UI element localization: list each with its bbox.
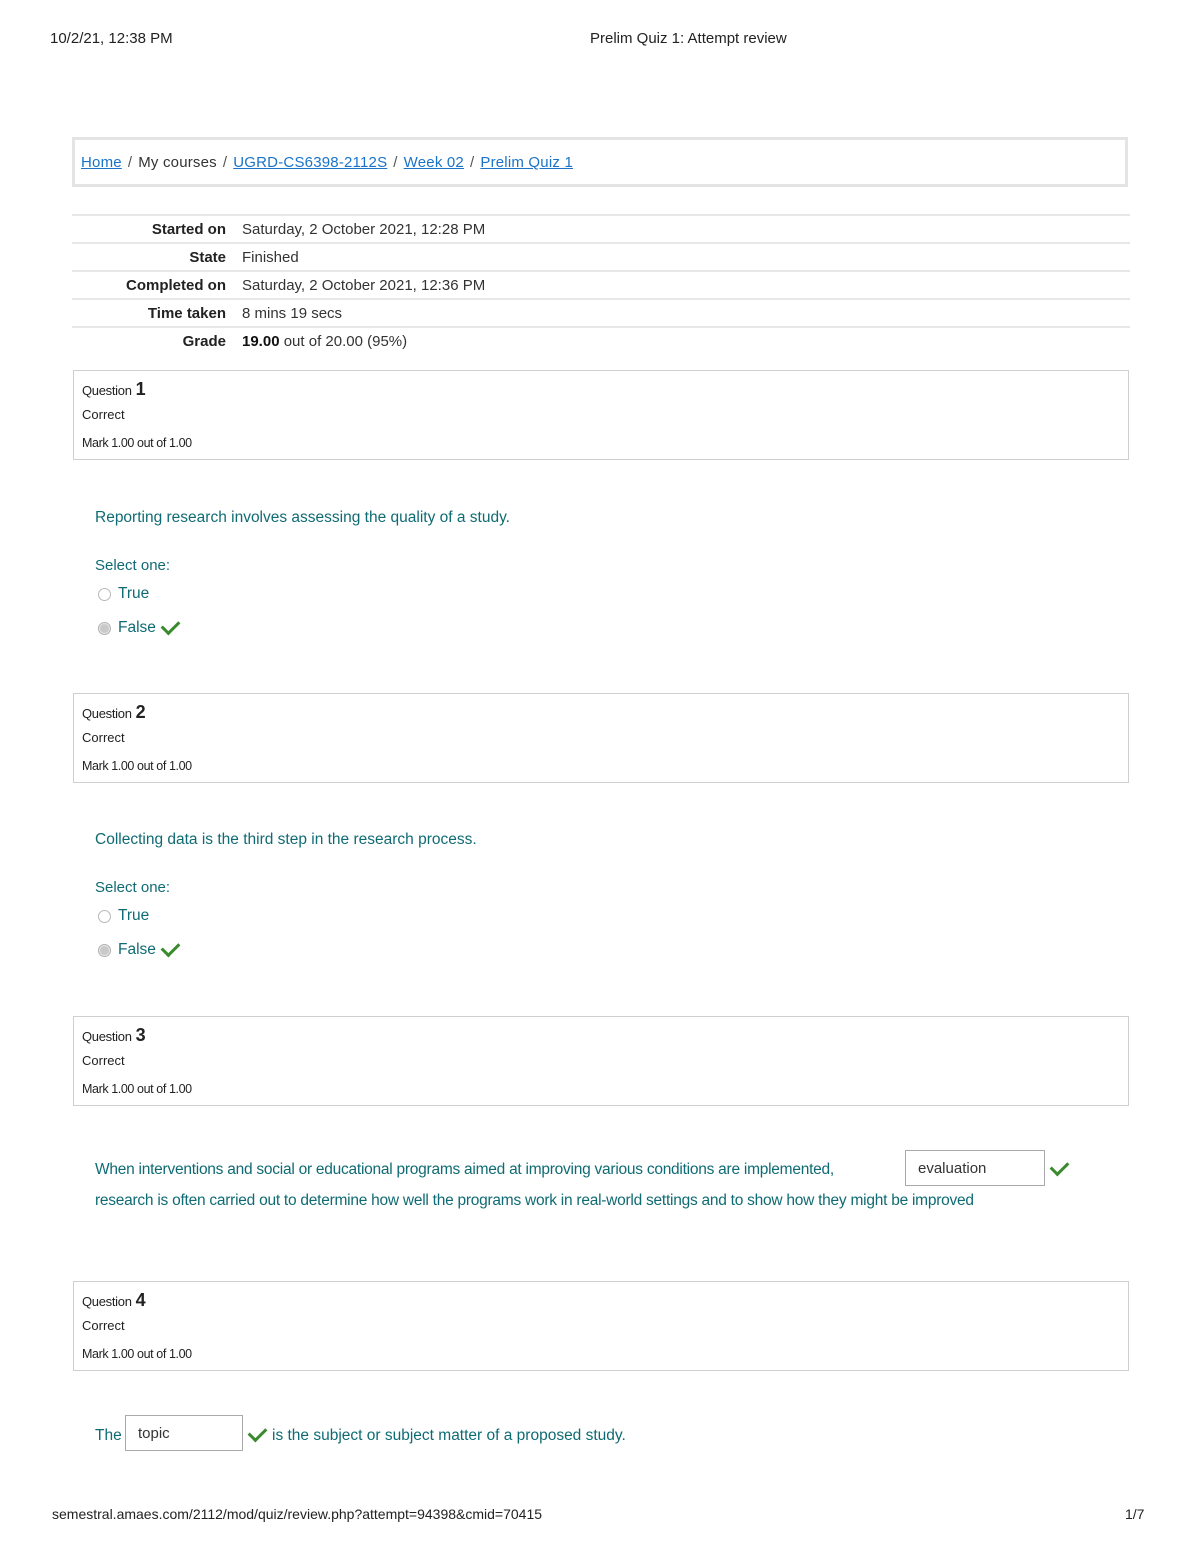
summary-row-time (72, 298, 1130, 326)
breadcrumb-separator: / (222, 154, 228, 171)
option-label: False (118, 941, 156, 958)
breadcrumb (81, 154, 573, 171)
question-mark: Mark 1.00 out of 1.00 (82, 1347, 192, 1361)
print-page-title: Prelim Quiz 1: Attempt review (590, 30, 787, 47)
question-text: Collecting data is the third step in the research process. (95, 831, 477, 848)
option-true[interactable] (98, 907, 149, 925)
select-one-label: Select one: (95, 879, 171, 896)
radio-button[interactable] (98, 588, 111, 601)
question-number (82, 702, 145, 723)
state-label: State (189, 248, 226, 266)
question-label: Question (82, 383, 132, 398)
question-number-value: 3 (135, 1025, 146, 1045)
question-state: Correct (82, 730, 125, 745)
answer-field[interactable]: evaluation (905, 1150, 1045, 1186)
grade-score: 19.00 (242, 332, 280, 350)
radio-button-selected[interactable] (98, 944, 111, 957)
question-state: Correct (82, 1053, 125, 1068)
started-on-value: Saturday, 2 October 2021, 12:28 PM (242, 220, 486, 238)
summary-row-started (72, 214, 1130, 242)
question-label: Question (82, 1294, 132, 1309)
option-label: True (118, 585, 150, 602)
grade-value (242, 333, 407, 350)
option-false[interactable] (98, 619, 179, 637)
grade-out-of: out of 20.00 (95%) (283, 332, 408, 350)
answer-field[interactable]: topic (125, 1415, 243, 1451)
question-info-box (73, 370, 1129, 460)
question-number-value: 2 (135, 702, 146, 722)
question-text: Reporting research involves assessing the quality of a study. (95, 509, 510, 526)
breadcrumb-course-link[interactable]: UGRD-CS6398-2112S (233, 154, 388, 171)
correct-check-icon (161, 938, 181, 958)
option-false[interactable] (98, 941, 179, 959)
summary-row-state (72, 242, 1130, 270)
breadcrumb-my-courses: My courses (138, 154, 217, 171)
print-date: 10/2/21, 12:38 PM (50, 30, 173, 47)
radio-button[interactable] (98, 910, 111, 923)
radio-button-selected[interactable] (98, 622, 111, 635)
option-true[interactable] (98, 585, 149, 603)
question-mark: Mark 1.00 out of 1.00 (82, 436, 192, 450)
question-text-part2: is the subject or subject matter of a proposed study. (272, 1427, 626, 1444)
breadcrumb-separator: / (127, 154, 133, 171)
breadcrumb-home-link[interactable]: Home (81, 154, 122, 171)
question-state: Correct (82, 407, 125, 422)
question-number-value: 4 (135, 1290, 146, 1310)
summary-row-completed (72, 270, 1130, 298)
state-value: Finished (242, 248, 299, 266)
option-label: False (118, 619, 156, 636)
grade-label: Grade (182, 332, 226, 350)
print-url: semestral.amaes.com/2112/mod/quiz/review.php?attempt=94398&cmid=70415 (52, 1506, 543, 1522)
breadcrumb-week-link[interactable]: Week 02 (403, 154, 464, 171)
breadcrumb-separator: / (393, 154, 398, 171)
print-page-number: 1/7 (1125, 1506, 1145, 1522)
question-text-part1: The (95, 1427, 122, 1444)
question-mark: Mark 1.00 out of 1.00 (82, 759, 192, 773)
started-on-label: Started on (151, 220, 226, 238)
time-taken-value: 8 mins 19 secs (242, 304, 343, 322)
question-info-box (73, 693, 1129, 783)
question-text-part1: When interventions and social or educational programs aimed at improving various conditions are implemented, (95, 1161, 834, 1178)
question-number-value: 1 (135, 379, 146, 399)
question-number (82, 379, 145, 400)
correct-check-icon (248, 1423, 268, 1443)
breadcrumb-separator: / (469, 154, 475, 171)
select-one-label: Select one: (95, 557, 171, 574)
question-number (82, 1290, 145, 1311)
summary-row-grade (72, 326, 1130, 354)
option-label: True (118, 907, 150, 924)
question-number (82, 1025, 145, 1046)
correct-check-icon (161, 616, 181, 636)
breadcrumb-quiz-link[interactable]: Prelim Quiz 1 (480, 154, 573, 171)
question-mark: Mark 1.00 out of 1.00 (82, 1082, 192, 1096)
completed-on-value: Saturday, 2 October 2021, 12:36 PM (242, 276, 486, 294)
question-label: Question (82, 1029, 132, 1044)
attempt-summary-table (72, 214, 1130, 354)
completed-on-label: Completed on (126, 276, 226, 294)
question-info-box (73, 1016, 1129, 1106)
breadcrumb-container (72, 137, 1128, 187)
question-text-part2: research is often carried out to determine how well the programs work in real-world settings and to show how they might be improved (95, 1192, 974, 1209)
question-info-box (73, 1281, 1129, 1371)
correct-check-icon (1050, 1157, 1070, 1177)
question-state: Correct (82, 1318, 125, 1333)
time-taken-label: Time taken (147, 304, 226, 322)
question-label: Question (82, 706, 132, 721)
